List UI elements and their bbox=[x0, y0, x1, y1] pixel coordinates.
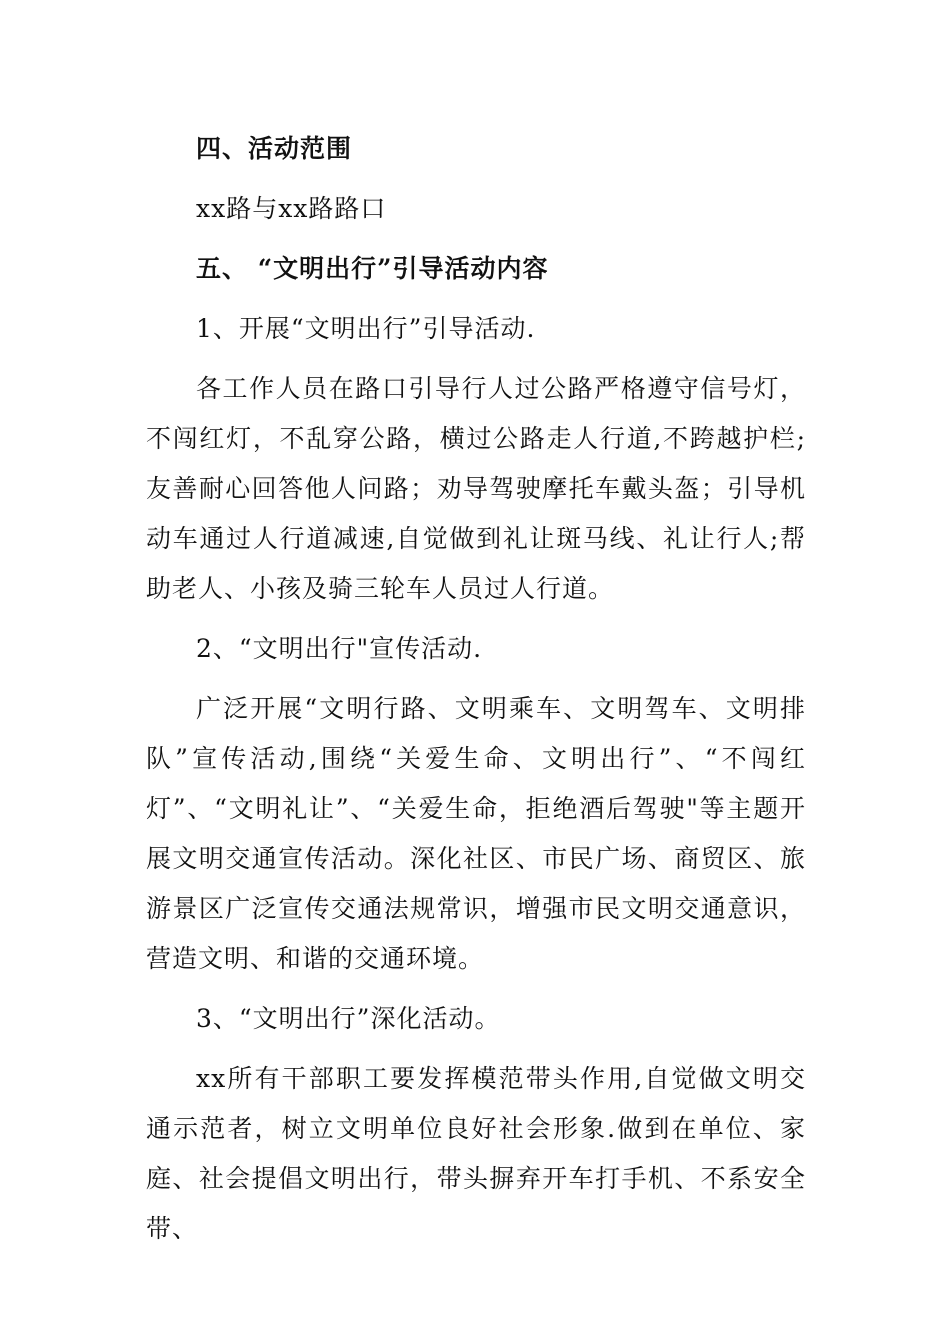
section-4-heading: 四、活动范围 bbox=[196, 134, 353, 163]
item-2-title: 2、“文明出行"宣传活动. bbox=[196, 634, 483, 663]
item-1-title: 1、开展“文明出行”引导活动. bbox=[196, 314, 536, 343]
document-content bbox=[146, 124, 806, 1254]
item-3-title: 3、“文明出行”深化活动。 bbox=[196, 1004, 501, 1033]
item-2-body: 广泛开展“文明行路、文明乘车、文明驾车、文明排队”宣传活动,围绕“关爱生命、文明出行”、“不闯红灯”、“文明礼让”、“关爱生命，拒绝酒后驾驶"等主题开展文明交通宣传活动。深化社区、市民广场、商贸区、旅游景区广泛宣传交通法规常识，增强市民文明交通意识，营造文明、和谐的交通环境。 bbox=[146, 694, 806, 973]
section-5-heading: 五、 “文明出行”引导活动内容 bbox=[196, 254, 549, 283]
item-3-body: xx所有干部职工要发挥模范带头作用,自觉做文明交通示范者，树立文明单位良好社会形象.做到在单位、家庭、社会提倡文明出行，带头摒弃开车打手机、不系安全带、 bbox=[146, 1064, 806, 1243]
section-4-text: xx路与xx路路口 bbox=[196, 194, 387, 223]
item-1-body: 各工作人员在路口引导行人过公路严格遵守信号灯，不闯红灯，不乱穿公路，横过公路走人行道,不跨越护栏;友善耐心回答他人问路；劝导驾驶摩托车戴头盔；引导机动车通过人行道减速,自觉做到礼让斑马线、礼让行人;帮助老人、小孩及骑三轮车人员过人行道。 bbox=[146, 374, 806, 603]
